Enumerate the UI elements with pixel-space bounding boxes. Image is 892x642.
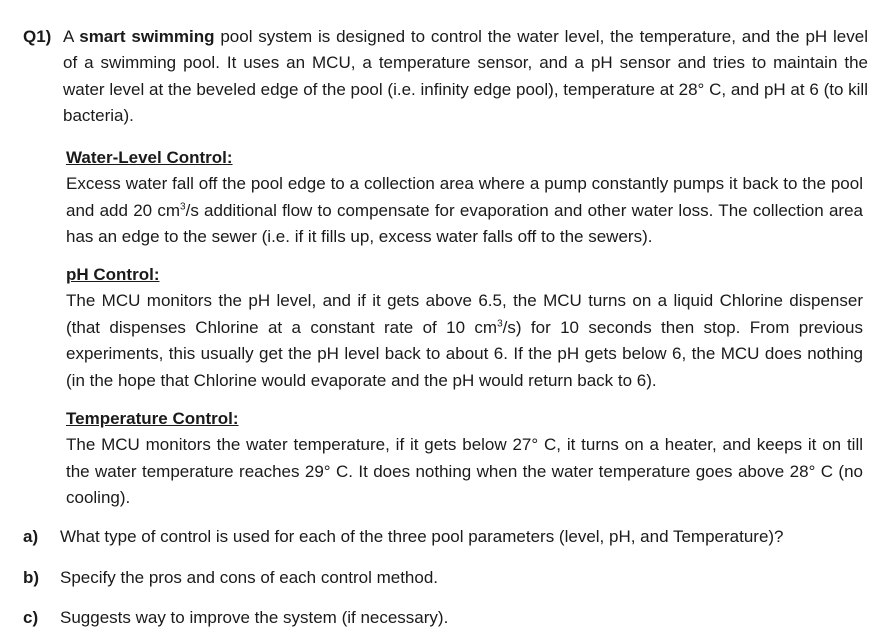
item-letter: c)	[23, 608, 39, 627]
question-intro	[23, 24, 868, 130]
item-letter: a)	[23, 527, 39, 546]
section-ph	[66, 262, 863, 394]
section-temperature	[66, 406, 863, 512]
section-title: pH Control:	[66, 265, 160, 284]
question-intro-bold: smart swimming	[79, 27, 215, 46]
item-letter: b)	[23, 568, 40, 587]
section-body: Excess water fall off the pool edge to a collection area where a pump constantly pumps it back to the pool and add 20 $cm^3/s$ additional flow to compensate for evaporation and other water loss. The collection area has an edge to the sewer (i.e. if it fills up, excess water falls off to the sewers).	[66, 174, 863, 247]
item-text: What type of control is used for each of the three pool parameters (level, pH, and Temperature)?	[60, 527, 784, 546]
list-item	[23, 605, 448, 631]
section-title: Water-Level Control:	[66, 148, 233, 167]
item-text: Specify the pros and cons of each control method.	[60, 568, 439, 587]
section-body: The MCU monitors the water temperature, if it gets below 27° C, it turns on a heater, and keeps it on till the water temperature reaches 29° C. It does nothing when the water temperature goes above 28° C (no cooling).	[66, 435, 863, 508]
section-title: Temperature Control:	[66, 409, 239, 428]
section-body: The MCU monitors the pH level, and if it gets above 6.5, the MCU turns on a liquid Chlorine dispenser (that dispenses Chlorine at a constant rate of 10 $cm^3/s$) for 10 seconds then stop. From previous experiments, this usually get the pH level back to about 6. If the pH gets below 6, the MCU does nothing (in the hope that Chlorine would evaporate and the pH would return back to 6).	[66, 291, 864, 390]
question-intro-text: A smart swimming pool system is designed to control the water level, the temperature, and the pH level of a swimming pool. It uses an MCU, a temperature sensor, and a pH sensor and tries to maintain the water level at the beveled edge of the pool (i.e. infinity edge pool), temperature at 28° C, and pH at 6 (to kill bacteria).	[63, 27, 868, 126]
item-text: Suggests way to improve the system (if necessary).	[60, 608, 449, 627]
section-water-level	[66, 145, 863, 251]
question-number: Q1)	[23, 27, 52, 46]
list-item	[23, 524, 784, 550]
list-item	[23, 565, 438, 591]
